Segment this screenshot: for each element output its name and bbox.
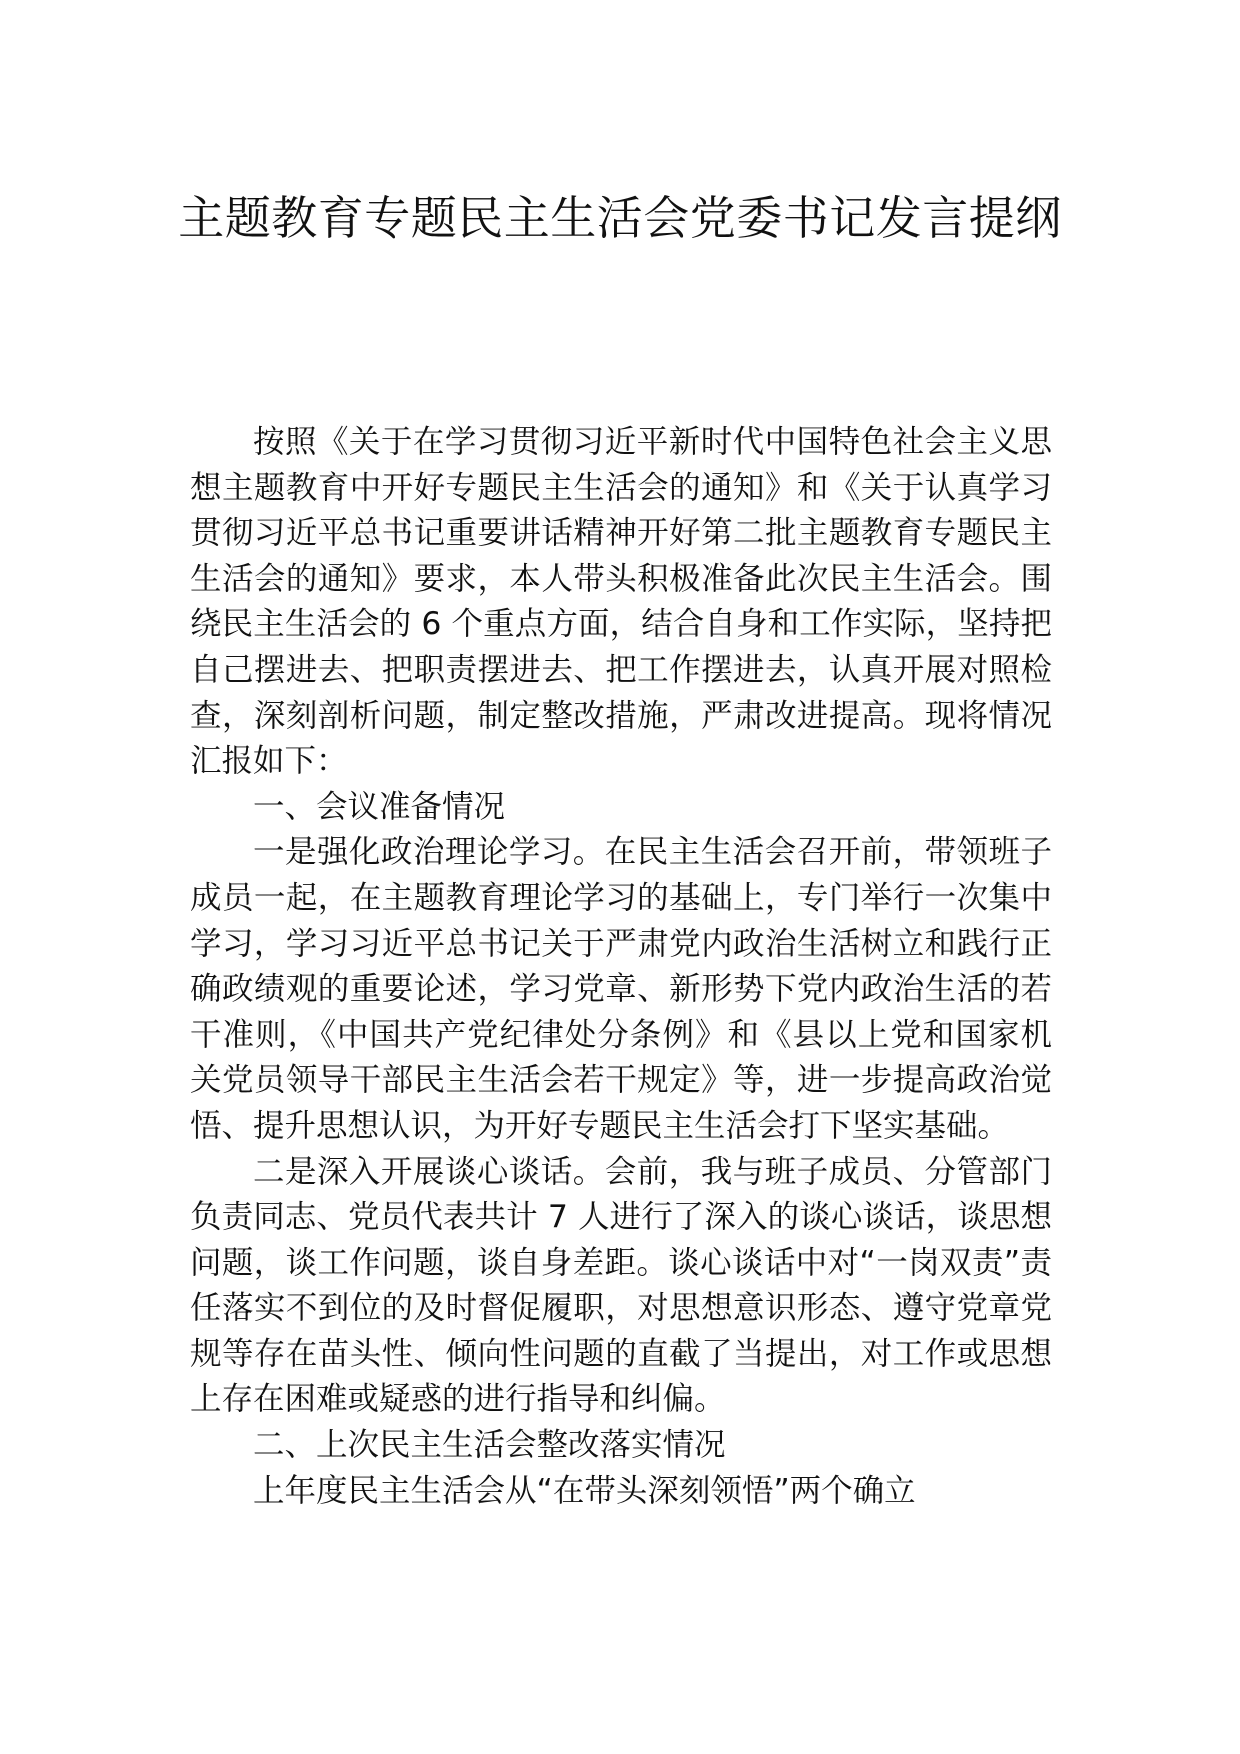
intro-paragraph: 按照《关于在学习贯彻习近平新时代中国特色社会主义思想主题教育中开好专题民主生活会的通知》和《关于认真学习贯彻习近平总书记重要讲话精神开好第二批主题教育专题民主生活会的通知》要求，本人带头积极准备此次民主生活会。围绕民主生活会的 6 个重点方面，结合自身和工作实际，坚持把自己摆进去、把职责摆进去、把工作摆进去，认真开展对照检查，深刻剖析问题，制定整改措施，严肃改进提高。现将情况汇报如下：: [190, 424, 1052, 780]
paragraph-study: 一是强化政治理论学习。在民主生活会召开前，带领班子成员一起，在主题教育理论学习的基础上，专门举行一次集中学习，学习习近平总书记关于严肃党内政治生活树立和践行正确政绩观的重要论述，学习党章、新形势下党内政治生活的若干准则，《中国共产党纪律处分条例》和《县以上党和国家机关党员领导干部民主生活会若干规定》等，进一步提高政治觉悟、提升思想认识，为开好专题民主生活会打下坚实基础。: [190, 834, 1052, 1144]
paragraph-last-year: 上年度民主生活会从“在带头深刻领悟”两个确立: [253, 1472, 916, 1509]
section-heading-2: 二、上次民主生活会整改落实情况: [253, 1427, 726, 1464]
paragraph-talks: 二是深入开展谈心谈话。会前，我与班子成员、分管部门负责同志、党员代表共计 7 人进行了深入的谈心谈话，谈思想问题，谈工作问题，谈自身差距。谈心谈话中对“一岗双责”责任落实不到位的及时督促履职，对思想意识形态、遵守党章党规等存在苗头性、倾向性问题的直截了当提出，对工作或思想上存在困难或疑惑的进行指导和纠偏。: [190, 1153, 1052, 1418]
document-title: 主题教育专题民主生活会党委书记发言提纲: [178, 191, 1062, 245]
document-body: [190, 420, 1052, 1514]
section-heading-1: 一、会议准备情况: [253, 788, 506, 825]
